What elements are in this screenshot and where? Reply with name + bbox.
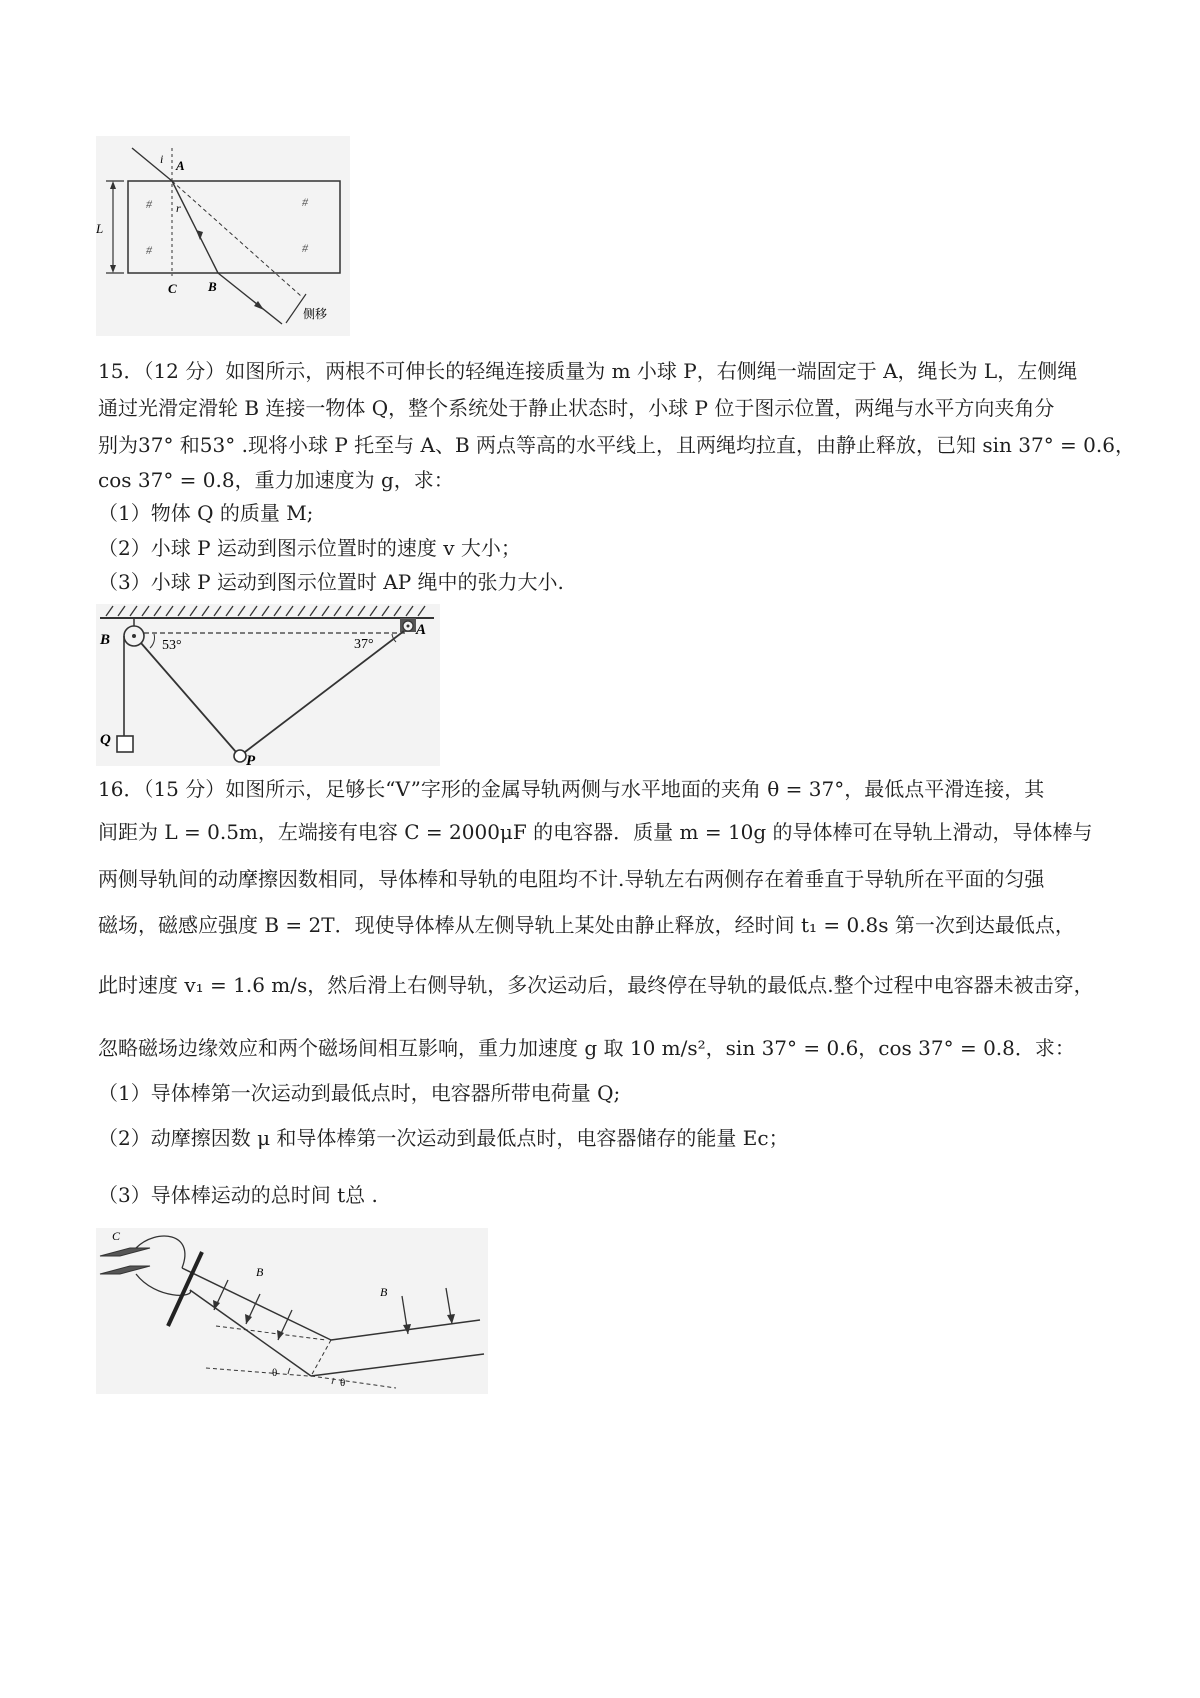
svg-text:#: # xyxy=(302,195,308,209)
svg-text:#: # xyxy=(146,197,152,211)
label-angle-53: 53° xyxy=(162,638,182,653)
label-P: P xyxy=(246,753,256,766)
q16-line-3: 两侧导轨间的动摩擦因数相同，导体棒和导轨的电阻均不计.导轨左右两侧存在着垂直于导轨所在平面的匀强 xyxy=(98,867,1045,891)
q16-sub-1: （1）导体棒第一次运动到最低点时，电容器所带电荷量 Q; xyxy=(98,1081,621,1105)
label-C: C xyxy=(168,281,177,296)
label-A: A xyxy=(176,158,185,173)
q16-line-4: 磁场，磁感应强度 B = 2T．现使导体棒从左侧导轨上某处由静止释放，经时间 t₁ = 0.8s 第一次到达最低点， xyxy=(98,913,1075,937)
q15-sub-3: （3）小球 P 运动到图示位置时 AP 绳中的张力大小. xyxy=(98,570,564,594)
label-Q: Q xyxy=(100,732,111,748)
q16-line-5: 此时速度 v₁ = 1.6 m/s，然后滑上右侧导轨，多次运动后，最终停在导轨的最低点.整个过程中电容器未被击穿， xyxy=(98,973,1094,997)
label-theta-right: θ xyxy=(340,1377,346,1389)
label-L: L xyxy=(96,221,104,236)
q16-line-2: 间距为 L = 0.5m，左端接有电容 C = 2000μF 的电容器．质量 m = 10g 的导体棒可在导轨上滑动，导体棒与 xyxy=(98,820,1093,844)
label-theta-left: θ xyxy=(272,1367,278,1379)
label-B: B xyxy=(208,279,217,294)
q16-sub-3: （3）导体棒运动的总时间 t总 . xyxy=(98,1183,378,1207)
label-B-right: B xyxy=(380,1285,388,1299)
svg-text:#: # xyxy=(146,243,152,257)
q15-line-2: 通过光滑定滑轮 B 连接一物体 Q，整个系统处于静止状态时，小球 P 位于图示位置，两绳与水平方向夹角分 xyxy=(98,396,1055,420)
label-C: C xyxy=(112,1229,121,1243)
label-i: i xyxy=(160,152,164,166)
svg-text:#: # xyxy=(302,241,308,255)
label-lateral-shift: 侧移 xyxy=(303,307,328,321)
q16-line-6: 忽略磁场边缘效应和两个磁场间相互影响，重力加速度 g 取 10 m/s²，sin 37° = 0.6，cos 37° = 0.8．求： xyxy=(98,1036,1075,1060)
figure-v-rails xyxy=(96,1228,488,1394)
figure-pulley xyxy=(96,604,440,766)
q15-sub-2: （2）小球 P 运动到图示位置时的速度 v 大小； xyxy=(98,536,521,560)
label-angle-37: 37° xyxy=(354,637,374,652)
label-A: A xyxy=(416,622,427,638)
q16-sub-2: （2）动摩擦因数 μ 和导体棒第一次运动到最低点时，电容器储存的能量 Ec； xyxy=(98,1126,789,1150)
label-r: r xyxy=(176,201,181,215)
q15-line-1: 15．（12 分）如图所示，两根不可伸长的轻绳连接质量为 m 小球 P，右侧绳一端固定于 A，绳长为 L，左侧绳 xyxy=(98,359,1078,383)
q15-sub-1: （1）物体 Q 的质量 M; xyxy=(98,501,314,525)
q15-line-3: 别为37° 和53° .现将小球 P 托至与 A、B 两点等高的水平线上，且两绳均拉直，由静止释放，已知 sin 37° = 0.6， xyxy=(98,433,1135,457)
figure-refraction xyxy=(96,136,350,336)
label-B: B xyxy=(100,632,111,648)
q16-line-1: 16．（15 分）如图所示，足够长“V”字形的金属导轨两侧与水平地面的夹角 θ = 37°，最低点平滑连接，其 xyxy=(98,777,1045,801)
label-B-left: B xyxy=(256,1265,264,1279)
q15-line-4: cos 37° = 0.8，重力加速度为 g，求： xyxy=(98,468,454,492)
